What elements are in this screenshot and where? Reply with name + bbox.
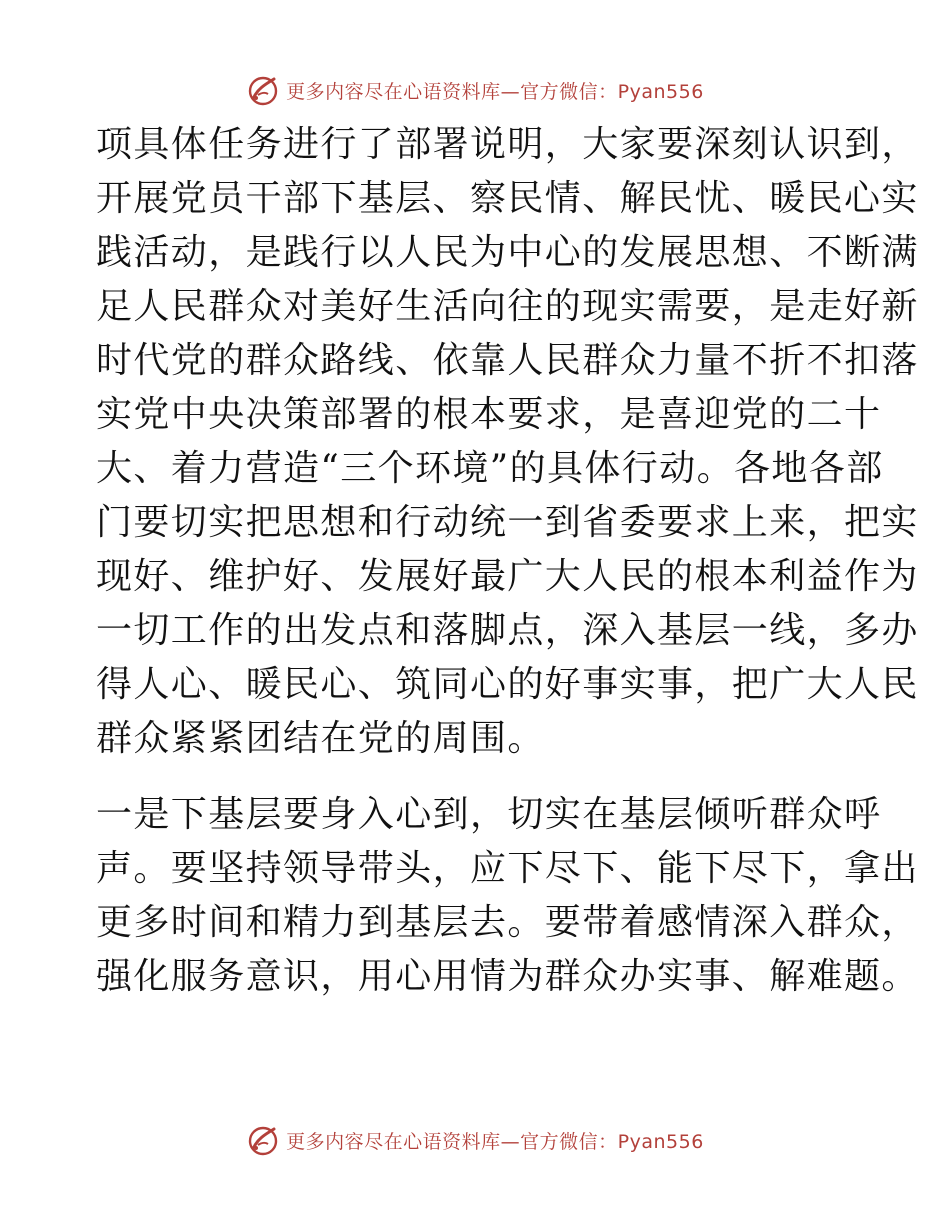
footer-wechat: 官方微信：Pyan556 [520, 1130, 704, 1153]
text-line: 一是下基层要身入心到，切实在基层倾听群众呼 [96, 794, 882, 835]
text-line: 更多时间和精力到基层去。要带着感情深入群众， [96, 902, 919, 943]
paragraph-2 [96, 788, 919, 1004]
text-line: 群众紧紧团结在党的周围。 [96, 718, 545, 759]
text-line: 大、着力营造“三个环境”的具体行动。各地各部 [96, 448, 884, 489]
text-line: 声。要坚持领导带头，应下尽下、能下尽下，拿出 [96, 848, 919, 889]
text-line: 项具体任务进行了部署说明，大家要深刻认识到， [96, 124, 919, 165]
text-line: 现好、维护好、发展好最广大人民的根本利益作为 [96, 556, 919, 597]
footer-text [286, 1127, 704, 1154]
ink-brush-logo-icon [246, 73, 280, 107]
paragraph-1 [96, 118, 919, 766]
text-line: 足人民群众对美好生活向往的现实需要，是走好新 [96, 286, 919, 327]
document-body [96, 118, 919, 1004]
footer-banner [0, 1120, 950, 1160]
header-text [286, 77, 704, 104]
ink-brush-logo-icon [246, 1123, 280, 1157]
footer-separator: — [500, 1130, 521, 1153]
text-line: 实党中央决策部署的根本要求，是喜迎党的二十 [96, 394, 882, 435]
text-line: 强化服务意识，用心用情为群众办实事、解难题。 [96, 956, 919, 997]
header-banner [0, 70, 950, 110]
text-line: 一切工作的出发点和落脚点，深入基层一线，多办 [96, 610, 919, 651]
text-line: 开展党员干部下基层、察民情、解民忧、暖民心实 [96, 178, 919, 219]
text-line: 时代党的群众路线、依靠人民群众力量不折不扣落 [96, 340, 919, 381]
header-wechat: 官方微信：Pyan556 [520, 80, 704, 103]
footer-site-name: 更多内容尽在心语资料库 [286, 1130, 501, 1153]
text-line: 门要切实把思想和行动统一到省委要求上来，把实 [96, 502, 919, 543]
text-line: 践活动，是践行以人民为中心的发展思想、不断满 [96, 232, 919, 273]
text-line: 得人心、暖民心、筑同心的好事实事，把广大人民 [96, 664, 919, 705]
header-site-name: 更多内容尽在心语资料库 [286, 80, 501, 103]
header-separator: — [500, 80, 521, 103]
